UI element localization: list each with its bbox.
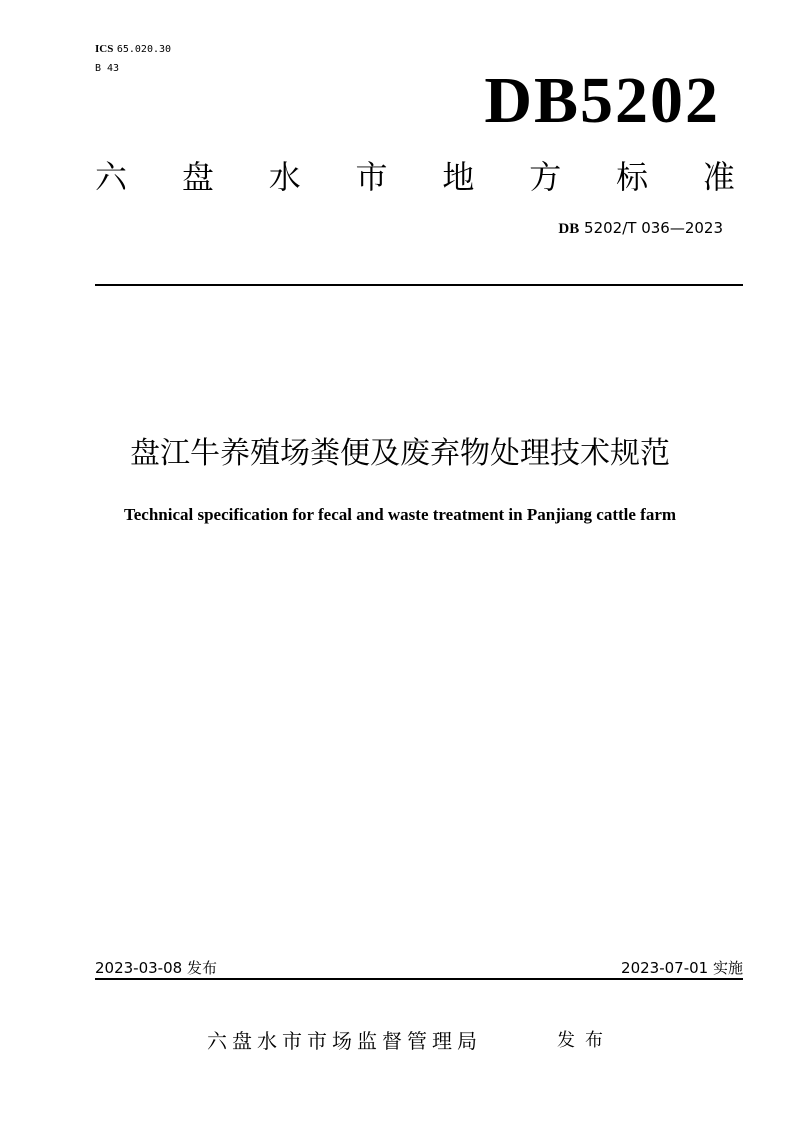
standard-type-char: 水 (268, 158, 301, 196)
standard-type-heading (95, 157, 735, 197)
standard-type-char: 准 (702, 158, 735, 196)
top-divider (95, 284, 743, 286)
standard-type-char: 方 (529, 158, 562, 196)
issuing-authority: 六盘水市市场监督管理局 (207, 1029, 482, 1053)
standard-type-char: 地 (442, 158, 475, 196)
ics-code: 65.020.30 (116, 44, 172, 55)
standard-type-char: 市 (355, 158, 388, 196)
standard-type-char: 盘 (181, 158, 214, 196)
bottom-divider (95, 978, 743, 980)
ics-label: ICS (95, 43, 114, 55)
standard-type-char: 标 (616, 158, 649, 196)
issue-label: 发布 (557, 1030, 613, 1051)
ccs-code: B 43 (95, 63, 120, 74)
issue-date: 2023-03-08 发布 (95, 959, 217, 977)
implementation-date: 2023-07-01 实施 (621, 959, 743, 977)
title-english: Technical specification for fecal and waste treatment in Panjiang cattle farm (123, 505, 677, 524)
title-chinese: 盘江牛养殖场粪便及废弃物处理技术规范 (130, 436, 670, 471)
standard-number-value: 5202/T 036—2023 (584, 219, 723, 237)
standard-type-char: 六 (95, 158, 128, 196)
db-code-logo: DB5202 (484, 64, 720, 137)
standard-number-prefix: DB (558, 221, 580, 237)
ics-classification (95, 42, 171, 57)
standard-number (558, 218, 723, 239)
